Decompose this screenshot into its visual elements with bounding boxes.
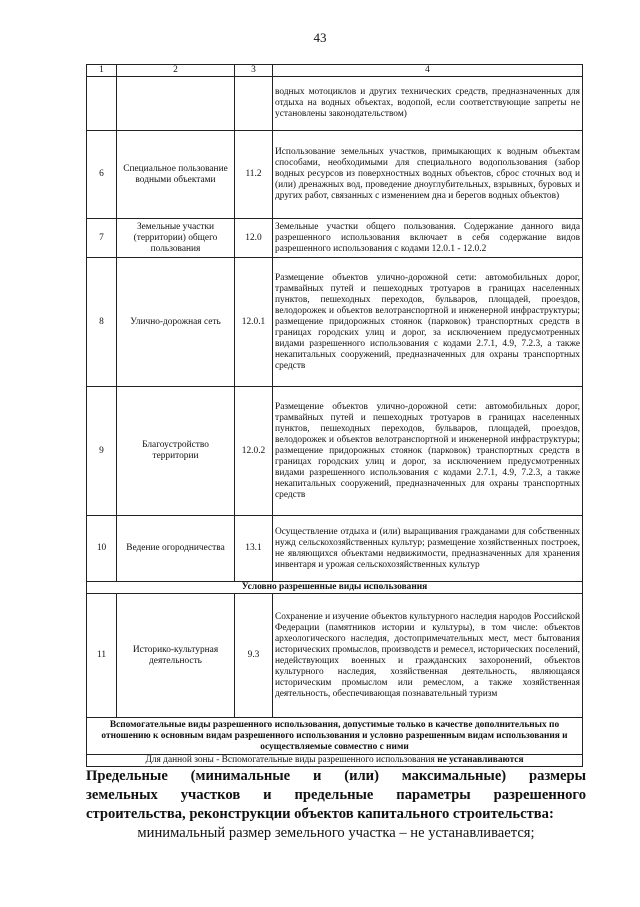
row-description: Размещение объектов улично-дорожной сети: автомобильных дорог, трамвайных путей и пешеходных тротуаров в границах населенных пунктов, пешеходных переходов, бульваров, площадей, проездов, велодорожек и объектов велотранспортной и инженерной инфраструктуры; размещение придорожных стоянок (парковок) транспортных средств в границах городских улиц и дорог, за исключением предусмотренных видами разрешенного использования с кодами 2.7.1, 4.9, 7.2.3, а также некапитальных сооружений, предназначенных для охраны транспортных средств: [273, 258, 583, 387]
table-row: [87, 219, 583, 258]
table-row: [87, 594, 583, 718]
conditional-uses-title: Условно разрешенные виды использования: [87, 582, 583, 594]
row-name: Ведение огородничества: [117, 516, 235, 582]
summary-line-2: земельных участков и предельные параметры разрешенного: [86, 787, 586, 803]
row-description: Сохранение и изучение объектов культурного наследия народов Российской Федерации (памятников истории и культуры), в том числе: объектов археологического наследия, достопримечательных мест, мест бытования исторических промыслов, производств и ремесел, исторических поселений, недействующих военных и гражданских захоронений, объектов культурного наследия, хозяйственная деятельность, являющаяся историческим промыслом или ремеслом, а также хозяйственная деятельность, обеспечивающая познавательный туризм: [273, 594, 583, 718]
row-code: 12.0.2: [235, 387, 273, 516]
row-number: [87, 77, 117, 131]
zone-note-prefix: Для данной зоны - Вспомогательные виды разрешенного использования: [145, 755, 435, 765]
row-description: Земельные участки общего пользования. Содержание данного вида разрешенного использования включает в себя содержание видов разрешенного использования с кодами 12.0.1 - 12.0.2: [273, 219, 583, 258]
section-row: [87, 718, 583, 755]
row-description: Размещение объектов улично-дорожной сети: автомобильных дорог, трамвайных путей и пешеходных тротуаров в границах населенных пунктов, пешеходных переходов, бульваров, площадей, проездов, велодорожек и объектов велотранспортной и инженерной инфраструктуры; размещение придорожных стоянок (парковок) транспортных средств в границах городских улиц и дорог, за исключением предусмотренных видами разрешенного использования с кодами 2.7.1, 4.9, 7.2.3, а также некапитальных сооружений, предназначенных для охраны транспортных средств: [273, 387, 583, 516]
row-code: [235, 77, 273, 131]
parameters-summary: [86, 767, 586, 843]
row-code: 13.1: [235, 516, 273, 582]
row-number: 11: [87, 594, 117, 718]
row-name: Благоустройство территории: [117, 387, 235, 516]
table-row: [87, 131, 583, 219]
land-use-table: [86, 64, 583, 767]
row-number: 7: [87, 219, 117, 258]
page-number: 43: [313, 30, 327, 45]
row-number: 9: [87, 387, 117, 516]
zone-note-bold: не устанавливаются: [437, 755, 524, 765]
table-row: [87, 258, 583, 387]
row-code: 12.0: [235, 219, 273, 258]
row-number: 8: [87, 258, 117, 387]
row-name: Земельные участки (территории) общего пользования: [117, 219, 235, 258]
row-number: 10: [87, 516, 117, 582]
table-row: [87, 387, 583, 516]
row-description: Использование земельных участков, примыкающих к водным объектам способами, необходимыми для специального водопользования (забор водных ресурсов из поверхностных водных объектов, сброс сточных вод и (или) дренажных вод, проведение дноуглубительных, взрывных, буровых и других работ, связанных с изменением дна и берегов водных объектов): [273, 131, 583, 219]
summary-line-3: строительства, реконструкции объектов капитального строительства:: [86, 806, 554, 822]
row-description: водных мотоциклов и других технических средств, предназначенных для отдыха на водных объектах, водопой, если соответствующие запреты не установлены законодательством): [273, 77, 583, 131]
row-code: 12.0.1: [235, 258, 273, 387]
header-col-1: 1: [87, 65, 117, 77]
summary-line-1: Предельные (минимальные и (или) максимальные) размеры: [86, 768, 586, 784]
row-name: Историко-культурная деятельность: [117, 594, 235, 718]
header-col-3: 3: [235, 65, 273, 77]
row-name: Специальное пользование водными объектами: [117, 131, 235, 219]
row-code: 9.3: [235, 594, 273, 718]
row-name: [117, 77, 235, 131]
auxiliary-uses-title: Вспомогательные виды разрешенного использования, допустимые только в качестве дополнительных по отношению к основным видам разрешенного использования и условно разрешенным видам использования и осуществляемые совместно с ними: [87, 718, 583, 755]
row-description: Осуществление отдыха и (или) выращивания гражданами для собственных нужд сельскохозяйственных культур; размещение хозяйственных построек, не являющихся объектами недвижимости, предназначенных для хранения инвентаря и урожая сельскохозяйственных культур: [273, 516, 583, 582]
header-col-4: 4: [273, 65, 583, 77]
table-row: [87, 77, 583, 131]
summary-line-4: минимальный размер земельного участка – не устанавливается;: [137, 825, 535, 841]
row-number: 6: [87, 131, 117, 219]
row-name: Улично-дорожная сеть: [117, 258, 235, 387]
row-code: 11.2: [235, 131, 273, 219]
header-col-2: 2: [117, 65, 235, 77]
section-row: [87, 582, 583, 594]
table-row: [87, 516, 583, 582]
zone-note: [87, 755, 583, 767]
table-header-row: [87, 65, 583, 77]
zone-note-row: [87, 755, 583, 767]
